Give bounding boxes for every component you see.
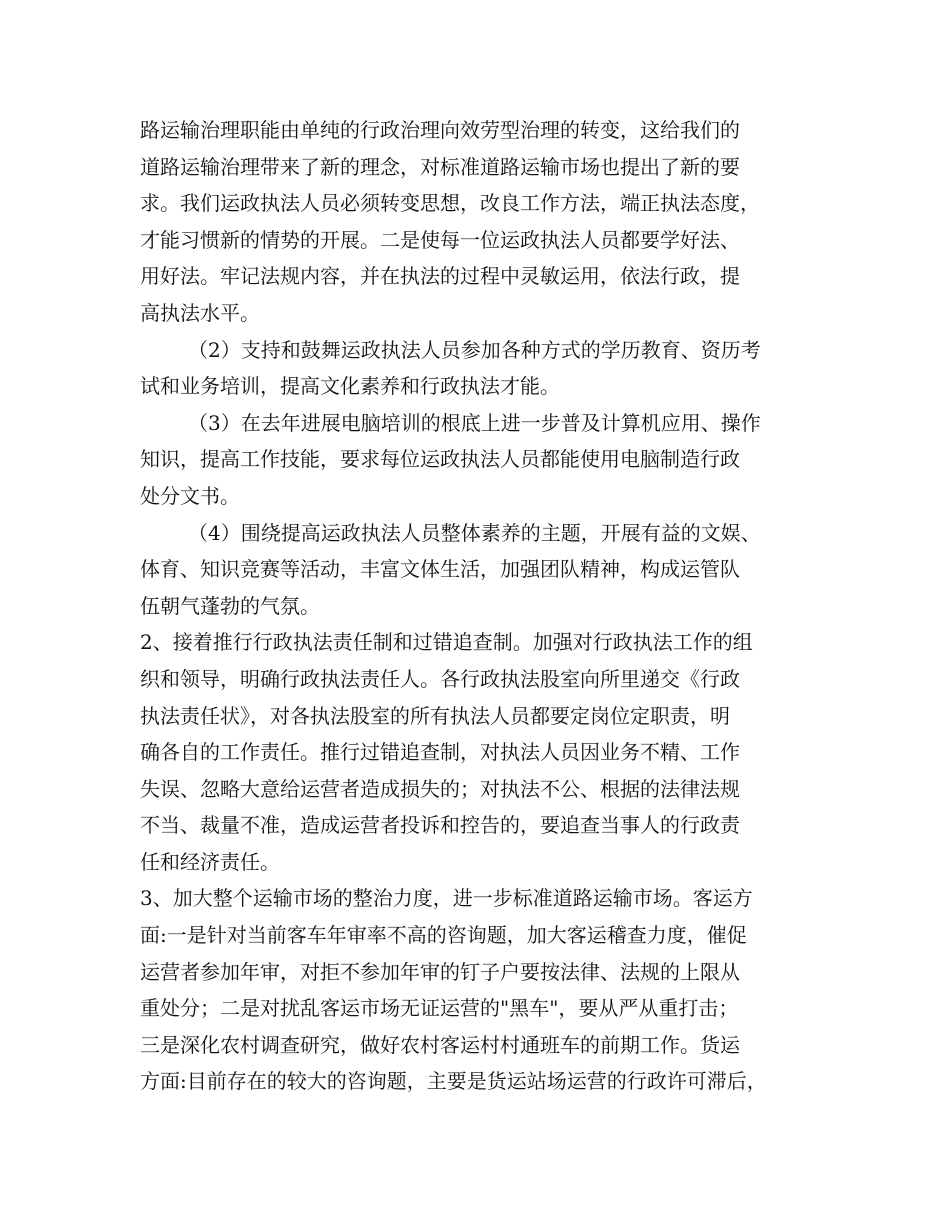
text-line: 伍朝气蓬勃的气氛。 [140,593,320,618]
text-line: 织和领导，明确行政执法责任人。各行政执法股室向所里递交《行政 [140,666,740,691]
text-line: 运营者参加年审，对拒不参加年审的钉子户要按法律、法规的上限从 [140,959,740,984]
document-body [140,112,830,1100]
text-line: 确各自的工作责任。推行过错追查制，对执法人员因业务不精、工作 [140,740,740,765]
text-line: 路运输治理职能由单纯的行政治理向效劳型治理的转变，这给我们的 [140,118,740,142]
text-line: 不当、裁量不准，造成运营者投诉和控告的，要追查当事人的行政责 [140,813,740,838]
text-line: （2）支持和鼓舞运政执法人员参加各种方式的学历教育、资历考 [188,337,761,362]
text-line: 2、接着推行行政执法责任制和过错追查制。加强对行政执法工作的组 [140,630,753,655]
text-line: 失误、忽略大意给运营者造成损失的；对执法不公、根据的法律法规 [140,776,740,801]
text-line: 方面:目前存在的较大的咨询题，主要是货运站场运营的行政许可滞后， [140,1069,767,1094]
text-line: 处分文书。 [140,483,240,508]
text-line: 知识，提高工作技能，要求每位运政执法人员都能使用电脑制造行政 [140,447,740,472]
text-line: 道路运输治理带来了新的理念，对标准道路运输市场也提出了新的要 [140,154,740,179]
text-line: 用好法。牢记法规内容，并在执法的过程中灵敏运用，依法行政，提 [140,264,740,289]
text-line: （4）围绕提高运政执法人员整体素养的主题，开展有益的文娱、 [188,520,761,545]
text-line: 求。我们运政执法人员必须转变思想，改良工作方法，端正执法态度， [140,191,760,216]
text-line: 执法责任状》，对各执法股室的所有执法人员都要定岗位定职责，明 [140,703,730,728]
text-line: 三是深化农村调查研究，做好农村客运村村通班车的前期工作。货运 [140,1032,740,1057]
text-line: 3、加大整个运输市场的整治力度，进一步标准道路运输市场。客运方 [140,886,753,911]
text-line: 才能习惯新的情势的开展。二是使每一位运政执法人员都要学好法、 [140,227,740,252]
text-line: （3）在去年进展电脑培训的根底上进一步普及计算机应用、操作 [188,410,761,435]
text-line: 面:一是针对当前客车年审率不高的咨询题，加大客运稽查力度，催促 [140,923,747,948]
text-line: 体育、知识竞赛等活动，丰富文体生活，加强团队精神，构成运管队 [140,557,740,582]
text-line: 重处分；二是对扰乱客运市场无证运营的"黑车"，要从严从重打击； [140,996,739,1021]
text-line: 试和业务培训，提高文化素养和行政执法才能。 [140,374,560,399]
text-line: 任和经济责任。 [140,849,280,874]
text-line: 高执法水平。 [140,300,260,325]
